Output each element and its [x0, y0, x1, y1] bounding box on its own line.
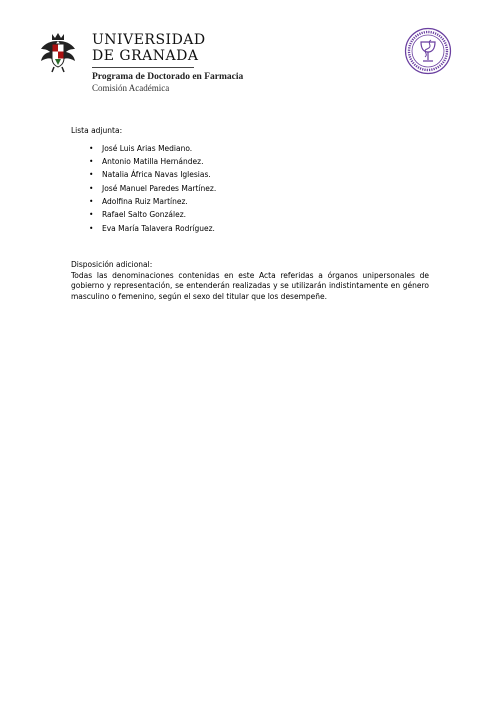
- disposition-text: Todas las denominaciones contenidas en este Acta referidas a órganos unipersonales de gobierno y representación, se entenderán realizadas y se utilizarán indistintamente en género masculino o femenino, según el sexo del titular que los desempeñe.: [71, 270, 429, 301]
- member-name: Antonio Matilla Hernández.: [102, 156, 204, 166]
- list-item: [71, 208, 429, 221]
- member-name: Eva María Talavera Rodríguez.: [102, 223, 215, 233]
- member-name: José Luis Arias Mediano.: [102, 143, 193, 153]
- bullet-icon: •: [89, 223, 94, 233]
- bullet-icon: •: [89, 143, 94, 153]
- member-name: Natalia África Navas Iglesias.: [102, 170, 211, 180]
- university-name-line1: UNIVERSIDAD: [92, 32, 206, 48]
- member-name: Adolfina Ruiz Martínez.: [102, 197, 188, 207]
- document-header: [0, 0, 500, 105]
- disposition-title: Disposición adicional:: [71, 260, 153, 270]
- document-body: [71, 126, 429, 302]
- member-name: Rafael Salto González.: [102, 210, 187, 220]
- list-item: [71, 142, 429, 155]
- pharmacy-faculty-seal-icon: [404, 27, 452, 75]
- list-item: [71, 168, 429, 181]
- list-item: [71, 182, 429, 195]
- bullet-icon: •: [89, 210, 94, 220]
- member-list: [71, 142, 429, 236]
- header-divider: [92, 67, 194, 68]
- university-name: [92, 32, 206, 64]
- list-item: [71, 195, 429, 208]
- bullet-icon: •: [89, 183, 94, 193]
- list-item: [71, 155, 429, 168]
- bullet-icon: •: [89, 197, 94, 207]
- bullet-icon: •: [89, 156, 94, 166]
- list-title: Lista adjunta:: [71, 126, 123, 135]
- commission-name: Comisión Académica: [92, 83, 170, 93]
- university-crest-icon: [39, 31, 77, 73]
- program-name: Programa de Doctorado en Farmacia: [92, 72, 244, 82]
- member-name: José Manuel Paredes Martínez.: [102, 183, 217, 193]
- university-name-line2: DE GRANADA: [92, 48, 199, 64]
- bullet-icon: •: [89, 170, 94, 180]
- list-item: [71, 222, 429, 235]
